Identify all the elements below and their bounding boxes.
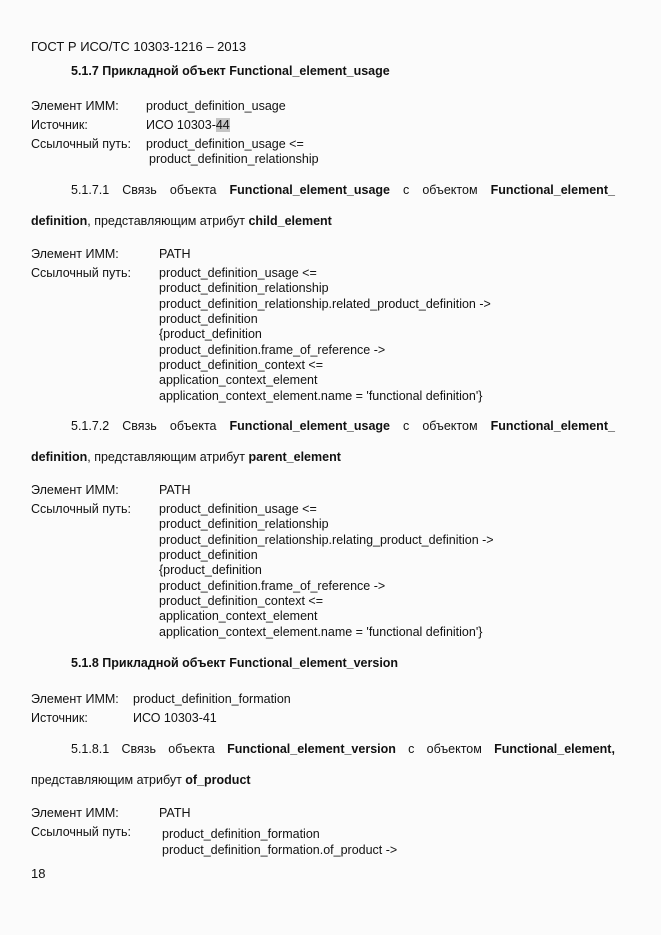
path-label: Ссылочный путь: xyxy=(31,137,131,151)
clause-attribute: child_element xyxy=(248,214,332,228)
clause-text: представляющим атрибут xyxy=(31,773,186,787)
clause-word: объектом xyxy=(422,183,478,197)
clause-entity: Functional_element_usage xyxy=(229,419,390,433)
clause-attribute: parent_element xyxy=(248,450,341,464)
imm-value: PATH xyxy=(159,247,191,261)
clause-word: объекта xyxy=(168,742,215,756)
source-part-highlight: 44 xyxy=(215,118,230,132)
clause-5-1-8-1-line xyxy=(71,742,615,757)
imm-value: PATH xyxy=(159,483,191,497)
clause-word: объектом xyxy=(426,742,482,756)
path-line: application_context_element.name = 'functional definition'} xyxy=(159,625,483,639)
path-line: product_definition.frame_of_reference -> xyxy=(159,579,386,593)
path-line: product_definition_relationship xyxy=(159,517,329,531)
imm-label: Элемент ИММ: xyxy=(31,247,119,261)
source-value xyxy=(146,118,230,133)
path-line: product_definition_usage <= xyxy=(159,266,317,280)
imm-label: Элемент ИММ: xyxy=(31,806,119,820)
clause-entity: Functional_element, xyxy=(494,742,615,756)
clause-number: 5.1.7.2 xyxy=(71,419,110,433)
document-header: ГОСТ Р ИСО/ТС 10303-1216 – 2013 xyxy=(31,39,247,54)
clause-word: объекта xyxy=(169,419,217,433)
clause-word: с xyxy=(408,742,415,756)
path-line: product_definition_usage <= xyxy=(159,502,317,516)
clause-word: Связь xyxy=(122,183,157,197)
imm-label: Элемент ИММ: xyxy=(31,692,119,706)
path-line: product_definition_context <= xyxy=(159,594,324,608)
path-line: product_definition xyxy=(159,548,258,562)
path-line: application_context_element xyxy=(159,609,318,623)
path-label: Ссылочный путь: xyxy=(31,502,131,516)
path-line: product_definition_formation.of_product -> xyxy=(162,843,398,857)
clause-entity: Functional_element_ xyxy=(490,183,615,197)
imm-value: PATH xyxy=(159,806,191,820)
clause-word: с xyxy=(403,419,410,433)
clause-continuation xyxy=(31,450,341,465)
path-line: product_definition xyxy=(159,312,258,326)
imm-label: Элемент ИММ: xyxy=(31,99,119,113)
path-line: product_definition_relationship xyxy=(149,152,319,166)
imm-value: product_definition_usage xyxy=(146,99,286,113)
path-label: Ссылочный путь: xyxy=(31,266,131,280)
clause-word: Связь xyxy=(121,742,157,756)
clause-attribute: of_product xyxy=(185,773,251,787)
section-heading-5-1-7: 5.1.7 Прикладной объект Functional_element_usage xyxy=(71,64,390,78)
clause-bold: definition xyxy=(31,214,88,228)
clause-5-1-7-1-line xyxy=(71,183,615,198)
clause-continuation xyxy=(31,214,332,229)
path-line: product_definition_relationship.relating_product_definition -> xyxy=(159,533,494,547)
clause-text: , представляющим атрибут xyxy=(87,214,249,228)
clause-word: объекта xyxy=(169,183,217,197)
clause-number: 5.1.7.1 xyxy=(71,183,110,197)
path-line: product_definition_usage <= xyxy=(146,137,304,151)
path-line: product_definition_context <= xyxy=(159,358,324,372)
clause-text: , представляющим атрибут xyxy=(87,450,249,464)
path-line: product_definition_formation xyxy=(162,827,320,841)
imm-value: product_definition_formation xyxy=(133,692,291,706)
clause-5-1-7-2-line xyxy=(71,419,615,434)
path-line: application_context_element.name = 'functional definition'} xyxy=(159,389,483,403)
clause-bold: definition xyxy=(31,450,88,464)
clause-entity: Functional_element_usage xyxy=(229,183,390,197)
path-line: {product_definition xyxy=(159,327,262,341)
clause-word: Связь xyxy=(122,419,157,433)
source-label: Источник: xyxy=(31,711,88,725)
source-value: ИСО 10303-41 xyxy=(133,711,217,725)
source-prefix: ИСО 10303- xyxy=(146,118,216,132)
clause-word: объектом xyxy=(422,419,478,433)
path-line: application_context_element xyxy=(159,373,318,387)
path-line: product_definition_relationship xyxy=(159,281,329,295)
clause-entity: Functional_element_ xyxy=(490,419,615,433)
clause-entity: Functional_element_version xyxy=(227,742,396,756)
page-number: 18 xyxy=(31,866,46,881)
imm-label: Элемент ИММ: xyxy=(31,483,119,497)
source-label: Источник: xyxy=(31,118,88,132)
path-line: product_definition.frame_of_reference -> xyxy=(159,343,386,357)
clause-continuation xyxy=(31,773,251,788)
path-line: product_definition_relationship.related_product_definition -> xyxy=(159,297,491,311)
section-heading-5-1-8: 5.1.8 Прикладной объект Functional_element_version xyxy=(71,656,399,670)
clause-word: с xyxy=(403,183,410,197)
clause-number: 5.1.8.1 xyxy=(71,742,110,756)
path-label: Ссылочный путь: xyxy=(31,825,131,839)
path-line: {product_definition xyxy=(159,563,262,577)
